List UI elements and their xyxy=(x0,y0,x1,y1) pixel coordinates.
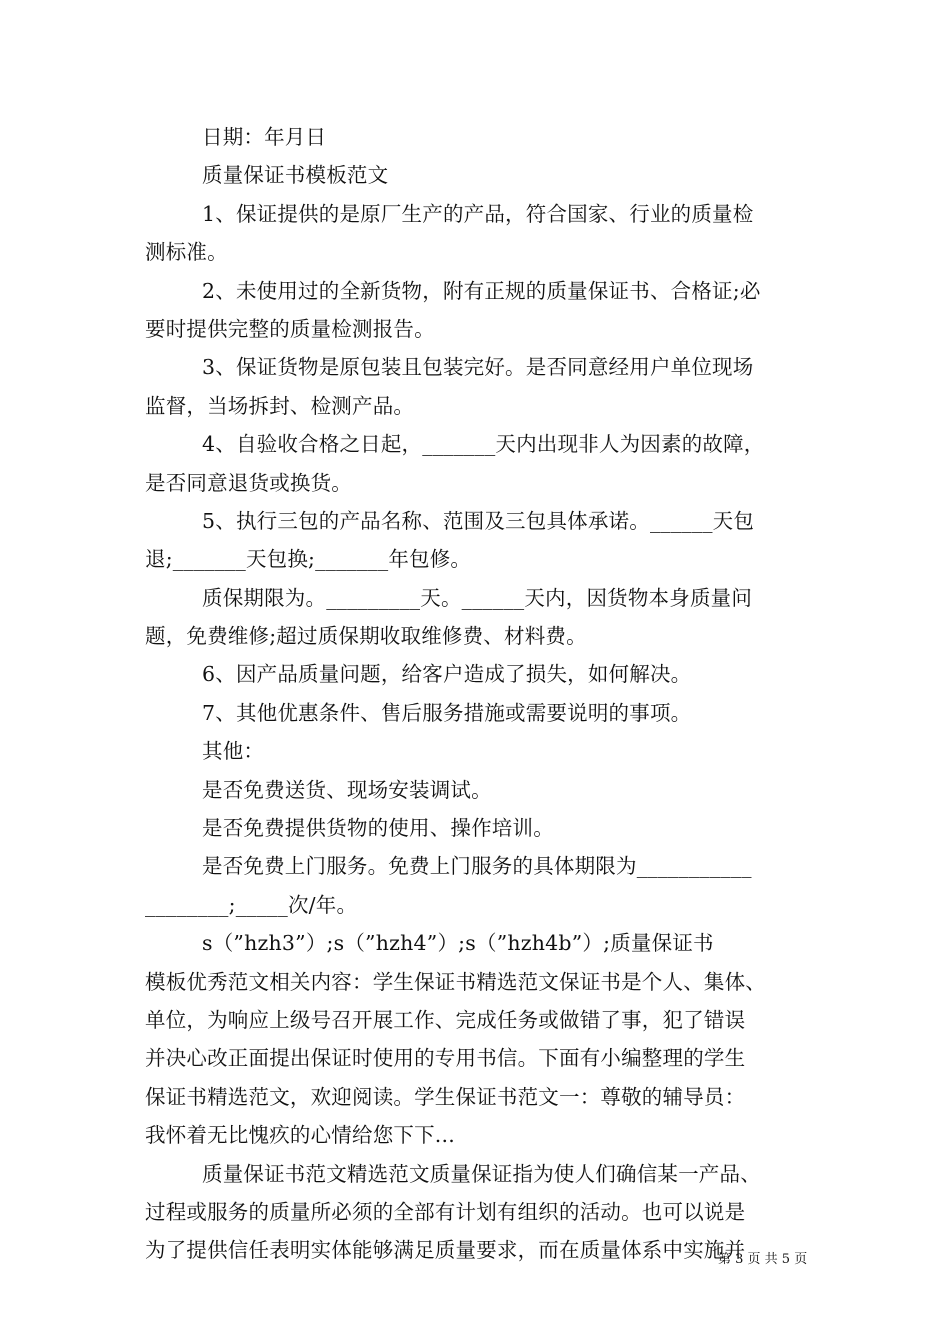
paragraph-line: 1、保证提供的是原厂生产的产品，符合国家、行业的质量检 xyxy=(202,201,754,226)
section-title: 质量保证书模板范文 xyxy=(202,163,389,188)
paragraph-line: 3、保证货物是原包装且包装完好。是否同意经用户单位现场 xyxy=(202,355,754,380)
paragraph-line: 是否免费提供货物的使用、操作培训。 xyxy=(202,816,554,841)
paragraph-line: ________;_____次/年。 xyxy=(145,892,358,917)
document-body xyxy=(145,118,810,1270)
paragraph-line: 7、其他优惠条件、售后服务措施或需要说明的事项。 xyxy=(202,700,692,725)
paragraph-line: 保证书精选范文，欢迎阅读。学生保证书范文一：尊敬的辅导员： xyxy=(145,1084,746,1109)
paragraph-line: 6、因产品质量问题，给客户造成了损失，如何解决。 xyxy=(202,662,692,687)
paragraph-line: 5、执行三包的产品名称、范围及三包具体承诺。______天包 xyxy=(202,508,755,533)
paragraph-line: 我怀着无比愧疚的心情给您下下... xyxy=(145,1123,455,1148)
paragraph-line: 模板优秀范文相关内容：学生保证书精选范文保证书是个人、集体、 xyxy=(145,969,766,994)
paragraph-line: 质量保证书范文精选范文质量保证指为使人们确信某一产品、 xyxy=(202,1161,761,1186)
paragraph-line: 质保期限为。_________天。______天内，因货物本身质量问 xyxy=(202,585,753,610)
page-number: 第 3 页 共 5 页 xyxy=(718,1252,808,1267)
paragraph-line: 是否免费送货、现场安装调试。 xyxy=(202,777,492,802)
paragraph-line: 测标准。 xyxy=(145,240,228,265)
paragraph-line: 4、自验收合格之日起，_______天内出现非人为因素的故障， xyxy=(202,432,765,457)
paragraph-line: 单位，为响应上级号召开展工作、完成任务或做错了事，犯了错误 xyxy=(145,1007,746,1032)
paragraph-line: s（”hzh3”）;s（”hzh4”）;s（”hzh4b”）;质量保证书 xyxy=(202,931,714,956)
paragraph-line: 是否同意退货或换货。 xyxy=(145,470,352,495)
paragraph-line: 其他： xyxy=(202,739,265,764)
paragraph-line: 退;_______天包换;_______年包修。 xyxy=(145,547,472,572)
paragraph-line: 监督，当场拆封、检测产品。 xyxy=(145,393,415,418)
paragraph-line: 并决心改正面提出保证时使用的专用书信。下面有小编整理的学生 xyxy=(145,1046,746,1071)
paragraph-line: 为了提供信任表明实体能够满足质量要求，而在质量体系中实施并 xyxy=(145,1238,746,1263)
paragraph-line: 过程或服务的质量所必须的全部有计划有组织的活动。也可以说是 xyxy=(145,1199,746,1224)
paragraph-line: 是否免费上门服务。免费上门服务的具体期限为___________ xyxy=(202,854,752,879)
paragraph-line: 要时提供完整的质量检测报告。 xyxy=(145,316,435,341)
paragraph-line: 2、未使用过的全新货物，附有正规的质量保证书、合格证;必 xyxy=(202,278,761,303)
date-line: 日期：年月日 xyxy=(202,125,327,149)
paragraph-line: 题，免费维修;超过质保期收取维修费、材料费。 xyxy=(145,624,587,649)
